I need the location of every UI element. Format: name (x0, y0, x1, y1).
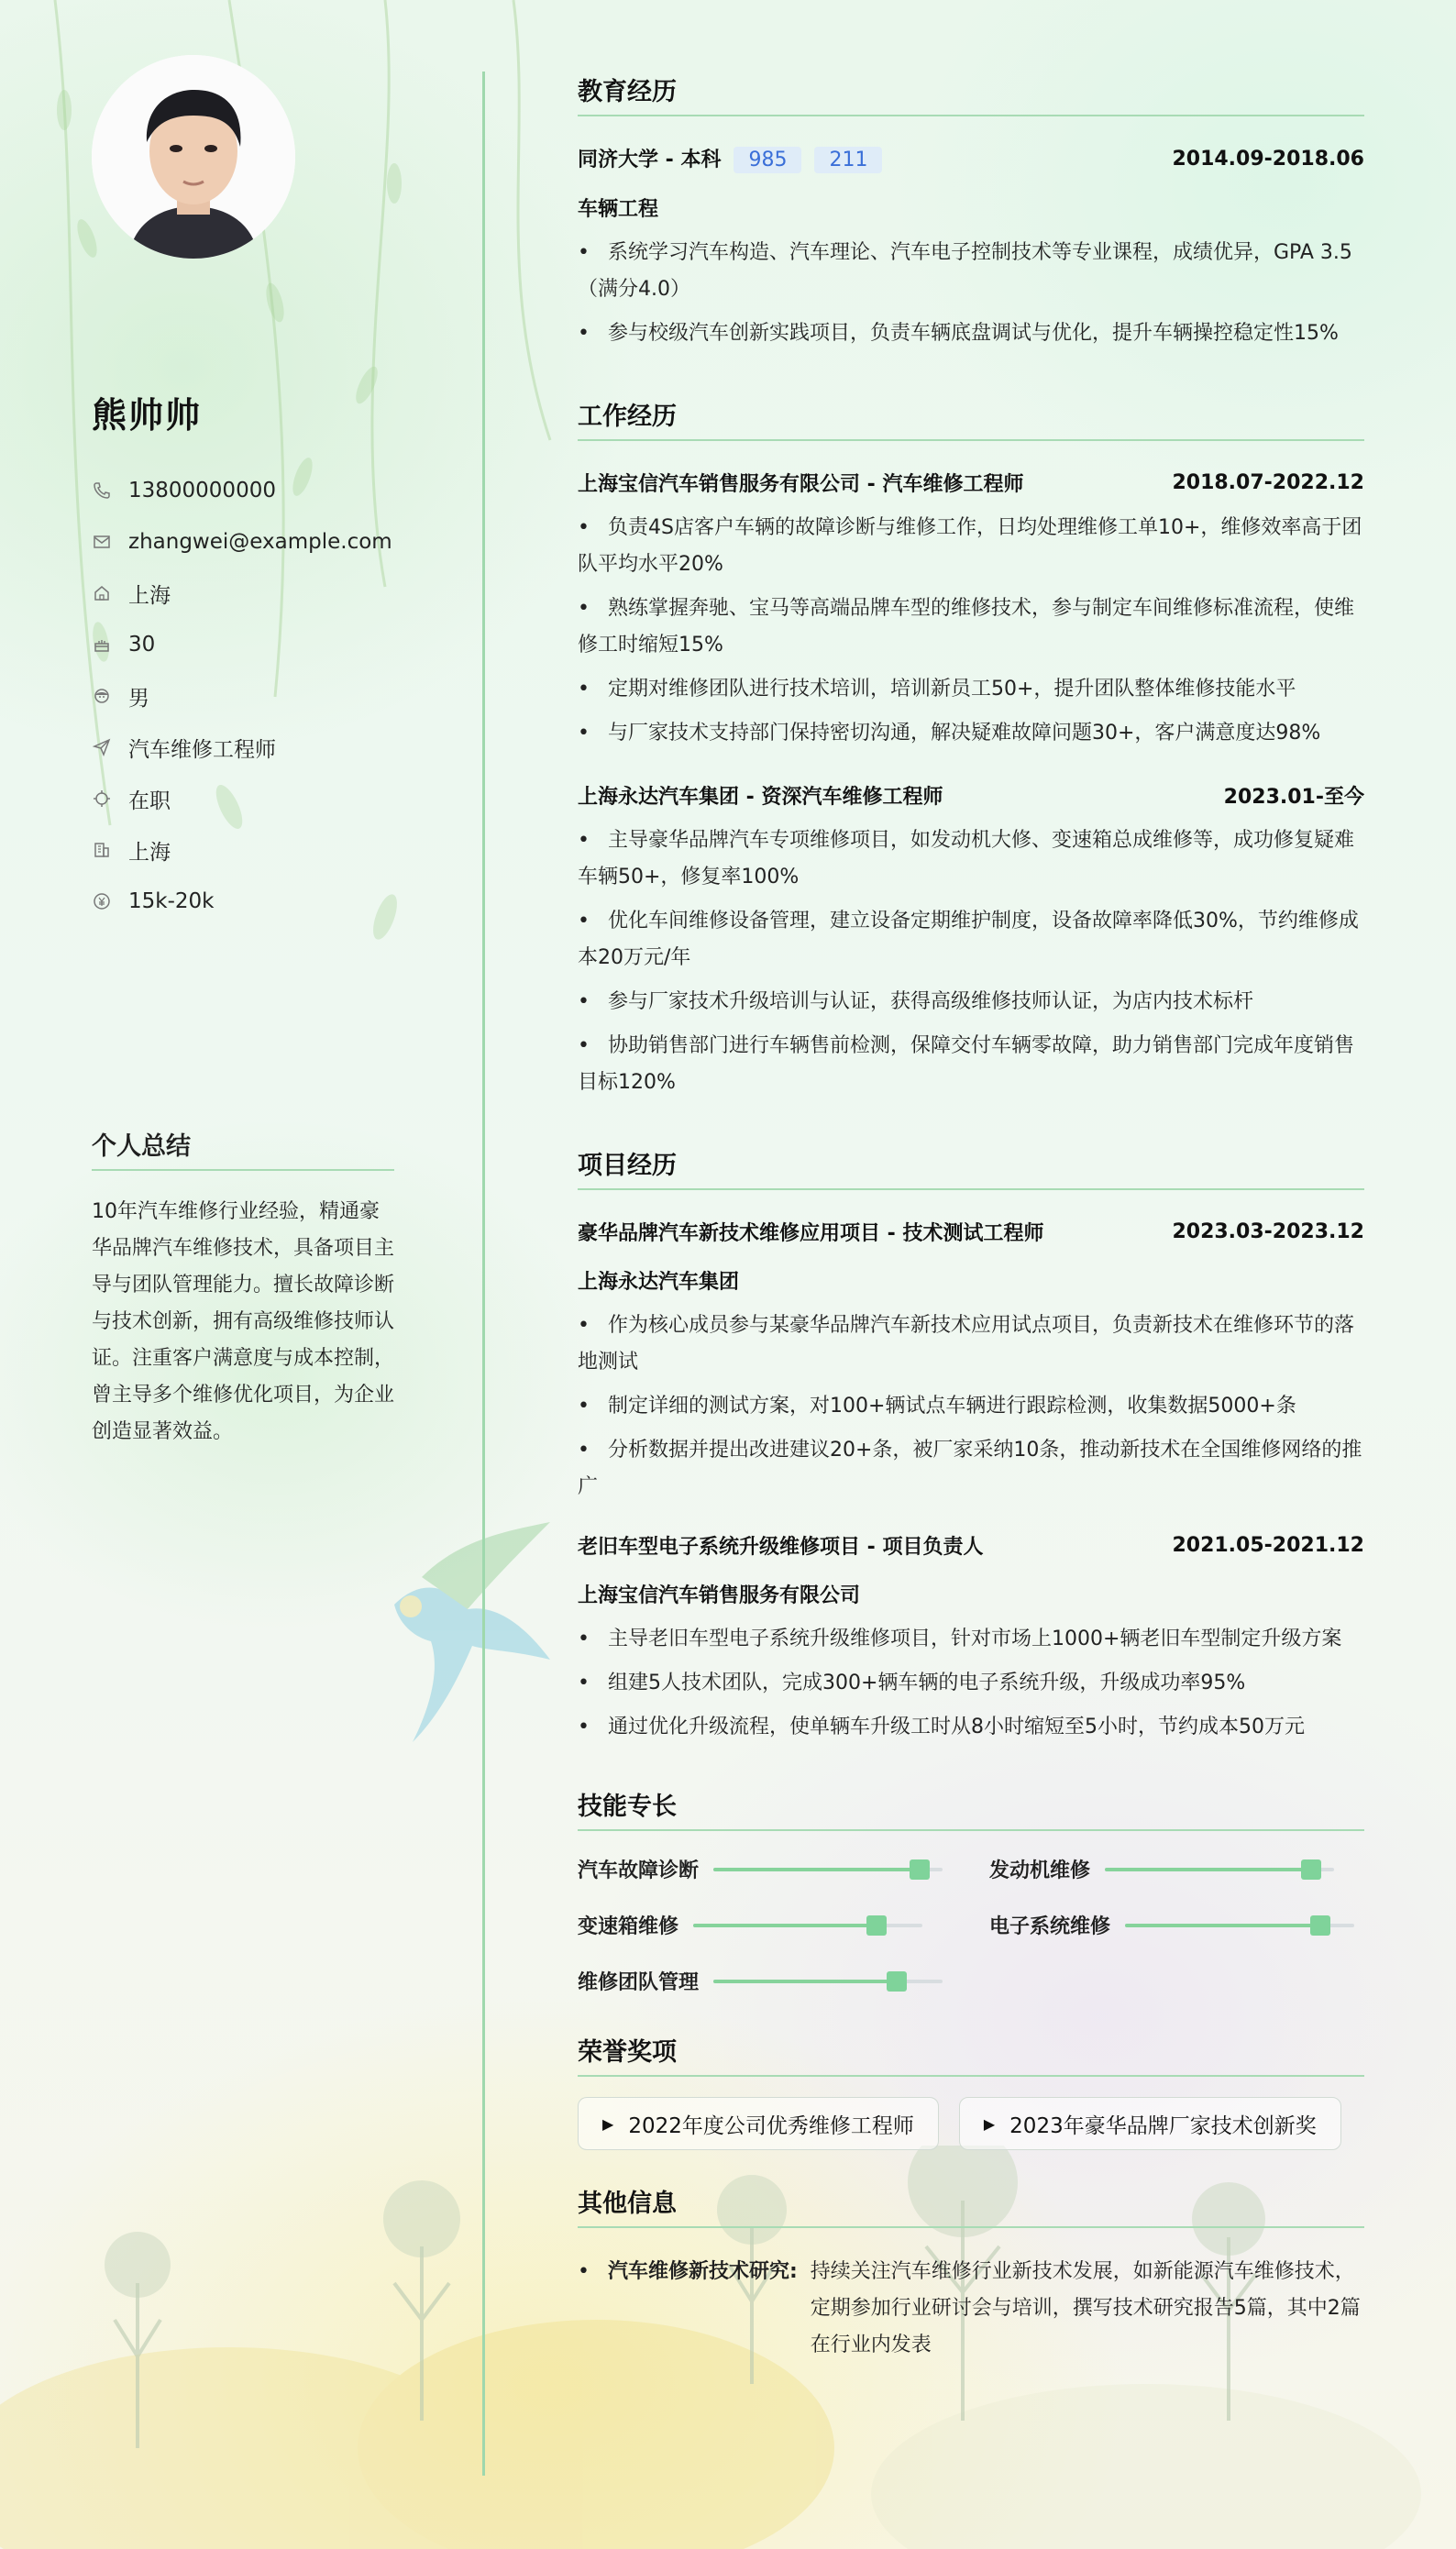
project-1-bullets (578, 1308, 1364, 1506)
skills-section (578, 1786, 1364, 1995)
list-item: • 主导豪华品牌汽车专项维修项目，如发动机大修、变速箱总成维修等，成功修复疑难车辆50+，修复率100% (578, 822, 1364, 896)
phone-icon (92, 480, 112, 501)
home-icon (92, 583, 112, 603)
skill-name: 变速箱维修 (578, 1915, 679, 1938)
tag-211: 211 (814, 147, 882, 173)
skill-name: 维修团队管理 (578, 1971, 700, 1994)
project-2-title: 老旧车型电子系统升级维修项目 - 项目负责人 (578, 1536, 984, 1559)
job-1-header (578, 469, 1364, 497)
skill-item (578, 1855, 953, 1883)
job-1-bullets (578, 510, 1364, 752)
swallow-illustration (367, 1522, 587, 1751)
info-job-target (92, 722, 394, 773)
education-section (578, 72, 1364, 352)
list-item: • 负责4S店客户车辆的故障诊断与维修工作，日均处理维修工单10+，维修效率高于团队平均水平20% (578, 510, 1364, 583)
candidate-name: 熊帅帅 (92, 395, 203, 436)
projects-title: 项目经历 (578, 1145, 1364, 1190)
building-icon (92, 840, 112, 860)
project-2-date: 2021.05-2021.12 (1172, 1534, 1364, 1557)
info-phone (92, 465, 394, 516)
awards-title: 荣誉奖项 (578, 2032, 1364, 2077)
info-gender (92, 670, 394, 722)
list-item: • 制定详细的测试方案，对100+辆试点车辆进行跟踪检测，收集数据5000+条 (578, 1388, 1364, 1425)
skill-item (989, 1911, 1364, 1939)
tag-985: 985 (734, 147, 801, 173)
skill-bar-fill (693, 1924, 877, 1927)
other-item (578, 2254, 1364, 2364)
job-1-date: 2018.07-2022.12 (1172, 471, 1364, 494)
work-title: 工作经历 (578, 396, 1364, 441)
project-1-date: 2023.03-2023.12 (1172, 1220, 1364, 1243)
skill-bar (693, 1924, 922, 1927)
info-email (92, 516, 394, 568)
skill-item (989, 1855, 1364, 1883)
project-2-bullets (578, 1621, 1364, 1746)
info-status-text: 在职 (128, 789, 171, 813)
avatar (92, 55, 295, 259)
project-2-org: 上海宝信汽车销售服务有限公司 (578, 1584, 861, 1607)
info-age (92, 619, 394, 670)
skill-bar-fill (1105, 1868, 1311, 1871)
skill-bar-fill (713, 1980, 897, 1983)
education-major: 车辆工程 (578, 198, 659, 221)
job-2-header (578, 781, 1364, 810)
email-icon (92, 532, 112, 552)
info-salary (92, 876, 394, 927)
info-work-city (92, 824, 394, 876)
project-1-header (578, 1218, 1364, 1246)
skill-bar-knob (910, 1859, 930, 1880)
avatar-portrait-icon (92, 55, 295, 259)
project-1-org: 上海永达汽车集团 (578, 1271, 740, 1294)
column-divider (482, 72, 485, 2476)
job-1-title: 上海宝信汽车销售服务有限公司 - 汽车维修工程师 (578, 473, 1024, 496)
info-location (92, 568, 394, 619)
skill-bar-fill (1125, 1924, 1320, 1927)
play-triangle-icon: ▶ (602, 2114, 614, 2133)
skill-bar-knob (866, 1915, 887, 1936)
info-location-text: 上海 (128, 583, 171, 608)
job-2-date: 2023.01-至今 (1223, 786, 1364, 809)
list-item: • 分析数据并提出改进建议20+条，被厂家采纳10条，推动新技术在全国维修网络的推广 (578, 1432, 1364, 1506)
main-content (578, 72, 1364, 2364)
projects-section (578, 1145, 1364, 1746)
list-item: • 协助销售部门进行车辆售前检测，保障交付车辆零故障，助力销售部门完成年度销售目标120% (578, 1028, 1364, 1101)
list-item: • 参与校级汽车创新实践项目，负责车辆底盘调试与优化，提升车辆操控稳定性15% (578, 315, 1364, 352)
skill-bar (1105, 1868, 1334, 1871)
list-item: • 参与厂家技术升级培训与认证，获得高级维修技师认证，为店内技术标杆 (578, 984, 1364, 1021)
awards-list (578, 2097, 1364, 2150)
other-label: 汽车维修新技术研究: (607, 2260, 798, 2283)
skill-item (578, 1967, 953, 1995)
education-title: 教育经历 (578, 72, 1364, 116)
job-2-title: 上海永达汽车集团 - 资深汽车维修工程师 (578, 786, 943, 809)
skills-grid (578, 1855, 1364, 1995)
info-email-text: zhangwei@example.com (128, 530, 392, 554)
other-title: 其他信息 (578, 2183, 1364, 2228)
skills-title: 技能专长 (578, 1786, 1364, 1831)
list-item: • 主导老旧车型电子系统升级维修项目，针对市场上1000+辆老旧车型制定升级方案 (578, 1621, 1364, 1658)
info-job-target-text: 汽车维修工程师 (128, 737, 276, 762)
skill-bar-knob (1301, 1859, 1321, 1880)
gender-icon (92, 686, 112, 706)
skill-bar-knob (887, 1971, 907, 1992)
summary-title: 个人总结 (92, 1126, 394, 1171)
list-item: • 与厂家技术支持部门保持密切沟通，解决疑难故障问题30+，客户满意度达98% (578, 715, 1364, 752)
award-badge (959, 2097, 1341, 2150)
education-bullets (578, 235, 1364, 352)
list-item: • 系统学习汽车构造、汽车理论、汽车电子控制技术等专业课程，成绩优异，GPA 3.5（满分4.0） (578, 235, 1364, 308)
education-date: 2014.09-2018.06 (1172, 147, 1364, 171)
list-item: • 组建5人技术团队，完成300+辆车辆的电子系统升级，升级成功率95% (578, 1665, 1364, 1702)
sidebar (92, 55, 394, 927)
info-gender-text: 男 (128, 686, 149, 711)
list-item: • 作为核心成员参与某豪华品牌汽车新技术应用试点项目，负责新技术在维修环节的落地测试 (578, 1308, 1364, 1381)
info-salary-text: 15k-20k (128, 889, 215, 913)
summary-text: 10年汽车维修行业经验，精通豪华品牌汽车维修技术，具备项目主导与团队管理能力。擅长故障诊断与技术创新，拥有高级维修技师认证。注重客户满意度与成本控制，曾主导多个维修优化项目，为企业创造显著效益。 (92, 1200, 395, 1443)
skill-name: 电子系统维修 (989, 1915, 1111, 1938)
send-icon (92, 737, 112, 757)
play-triangle-icon: ▶ (983, 2114, 996, 2133)
education-school: 同济大学 - 本科 (578, 149, 722, 171)
info-phone-text: 13800000000 (128, 479, 276, 502)
list-item: • 定期对维修团队进行技术培训，培训新员工50+，提升团队整体维修技能水平 (578, 671, 1364, 708)
skill-name: 发动机维修 (989, 1859, 1091, 1882)
work-section (578, 396, 1364, 1101)
status-icon (92, 789, 112, 809)
skill-item (578, 1911, 953, 1939)
project-1-title: 豪华品牌汽车新技术维修应用项目 - 技术测试工程师 (578, 1222, 1044, 1245)
awards-section (578, 2032, 1364, 2150)
skill-bar (713, 1980, 943, 1983)
education-school-block (578, 144, 882, 173)
bullet-icon: • (578, 2260, 590, 2283)
info-work-city-text: 上海 (128, 840, 171, 865)
skill-bar (713, 1868, 943, 1871)
award-text: 2022年度公司优秀维修工程师 (628, 2113, 914, 2138)
skill-bar-fill (713, 1868, 920, 1871)
award-badge (578, 2097, 939, 2150)
education-header (578, 144, 1364, 173)
award-text: 2023年豪华品牌厂家技术创新奖 (1009, 2113, 1317, 2138)
skill-name: 汽车故障诊断 (578, 1859, 700, 1882)
job-2-bullets (578, 822, 1364, 1101)
cake-icon (92, 634, 112, 655)
list-item: • 熟练掌握奔驰、宝马等高端品牌车型的维修技术，参与制定车间维修标准流程，使维修工时缩短15% (578, 590, 1364, 664)
list-item: • 通过优化升级流程，使单辆车升级工时从8小时缩短至5小时，节约成本50万元 (578, 1709, 1364, 1746)
salary-icon (92, 891, 112, 911)
skill-bar-knob (1310, 1915, 1330, 1936)
info-status (92, 773, 394, 824)
skill-bar (1125, 1924, 1354, 1927)
other-section (578, 2183, 1364, 2364)
info-age-text: 30 (128, 633, 156, 657)
contact-info-list (92, 465, 394, 927)
other-text: 持续关注汽车维修行业新技术发展，如新能源汽车维修技术，定期参加行业研讨会与培训，撰写技术研究报告5篇，其中2篇在行业内发表 (810, 2260, 1361, 2356)
list-item: • 优化车间维修设备管理，建立设备定期维护制度，设备故障率降低30%，节约维修成本20万元/年 (578, 903, 1364, 977)
project-2-header (578, 1531, 1364, 1560)
